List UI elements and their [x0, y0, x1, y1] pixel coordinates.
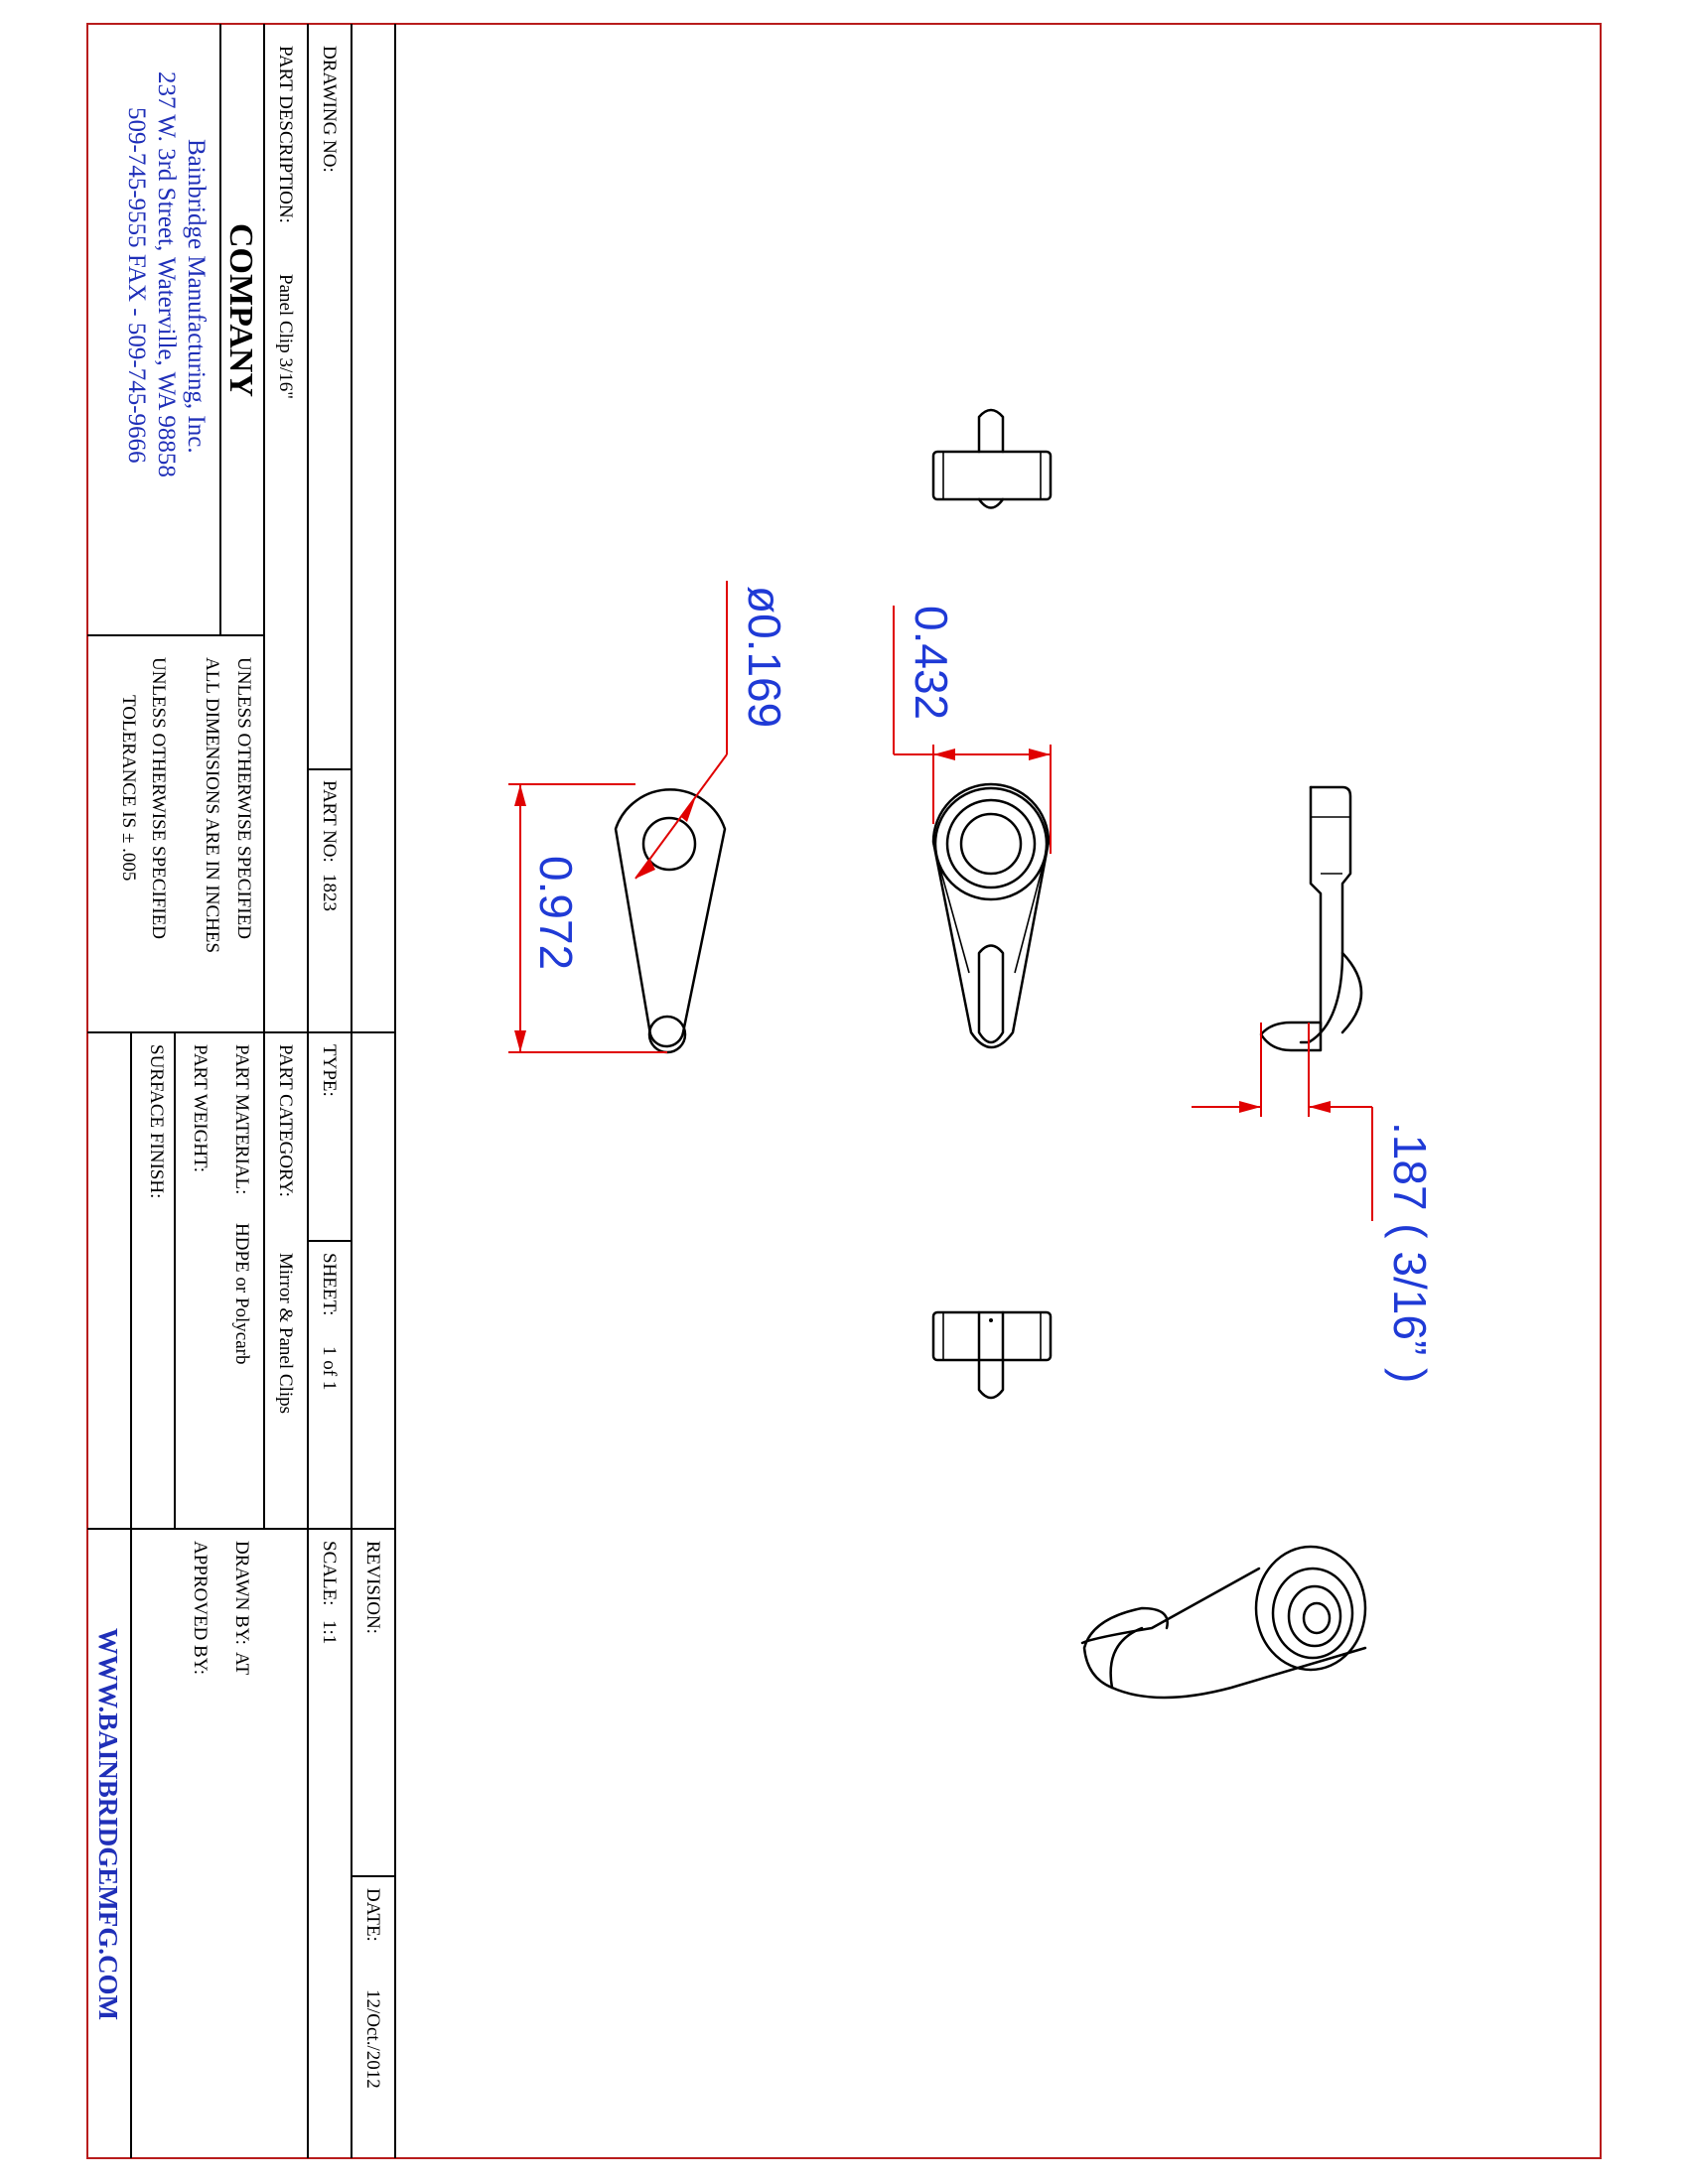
dim-thickness	[1192, 1023, 1372, 1221]
drawing-frame	[87, 24, 1601, 2158]
company-phone-fax: 509-745-9555 FAX - 509-745-9666	[123, 107, 150, 464]
part-description-label: PART DESCRIPTION:	[275, 46, 296, 223]
view-isometric	[1082, 1547, 1365, 1698]
drawing-no-label: DRAWING NO:	[319, 46, 340, 173]
type-label: TYPE:	[319, 1044, 340, 1097]
note-units-line-2: ALL DIMENSIONS ARE IN INCHES	[202, 657, 222, 954]
view-top-profile	[933, 410, 1051, 508]
part-weight-label: PART WEIGHT:	[190, 1044, 211, 1172]
date-label: DATE:	[362, 1888, 383, 1942]
date-value: 12/Oct./2012	[362, 1989, 383, 2089]
sheet-label: SHEET:	[319, 1253, 340, 1316]
part-category-label: PART CATEGORY:	[275, 1044, 296, 1197]
part-category-value: Mirror & Panel Clips	[275, 1253, 296, 1415]
note-units-line-1: UNLESS OTHERWISE SPECIFIED	[233, 657, 254, 939]
surface-finish-label: SURFACE FINISH:	[146, 1044, 167, 1199]
sheet-value: 1 of 1	[319, 1346, 340, 1391]
part-material-value: HDPE or Polycarb	[231, 1223, 252, 1365]
drawn-by-value: AT	[231, 1652, 252, 1676]
dim-hole-diameter	[635, 581, 727, 879]
part-material-label: PART MATERIAL:	[231, 1044, 252, 1195]
dim-thickness-text: .187 ( 3/16” )	[1384, 1122, 1436, 1384]
revision-label: REVISION:	[362, 1541, 383, 1634]
company-address: 237 W. 3rd Street, Waterville, WA 98858	[153, 71, 180, 478]
view-side-thickness	[1261, 787, 1361, 1050]
view-front-hole	[616, 789, 725, 1052]
dim-hole-diameter-text: ø0.169	[739, 586, 790, 729]
part-description-value: Panel Clip 3/16"	[275, 274, 296, 399]
drawn-by-label: DRAWN BY:	[231, 1541, 252, 1645]
view-bottom-profile	[933, 1312, 1051, 1398]
scale-value: 1:1	[319, 1620, 340, 1645]
company-heading: COMPANY	[222, 223, 259, 397]
company-website: WWW.BAINBRIDGEMFG.COM	[93, 1628, 123, 2021]
dim-overall-length-text: 0.972	[530, 856, 582, 971]
view-front-boss	[933, 784, 1049, 1047]
part-no-label: PART NO:	[319, 780, 340, 863]
company-name: Bainbridge Manufacturing, Inc.	[183, 139, 210, 454]
title-block-text	[93, 46, 383, 2089]
note-tolerance-line-2: TOLERANCE IS ± .005	[118, 695, 139, 882]
note-tolerance-line-1: UNLESS OTHERWISE SPECIFIED	[148, 657, 169, 939]
part-no-value: 1823	[319, 874, 340, 911]
dim-head-width-text: 0.432	[906, 606, 957, 721]
scale-label: SCALE:	[319, 1541, 340, 1606]
approved-by-label: APPROVED BY:	[190, 1541, 211, 1675]
